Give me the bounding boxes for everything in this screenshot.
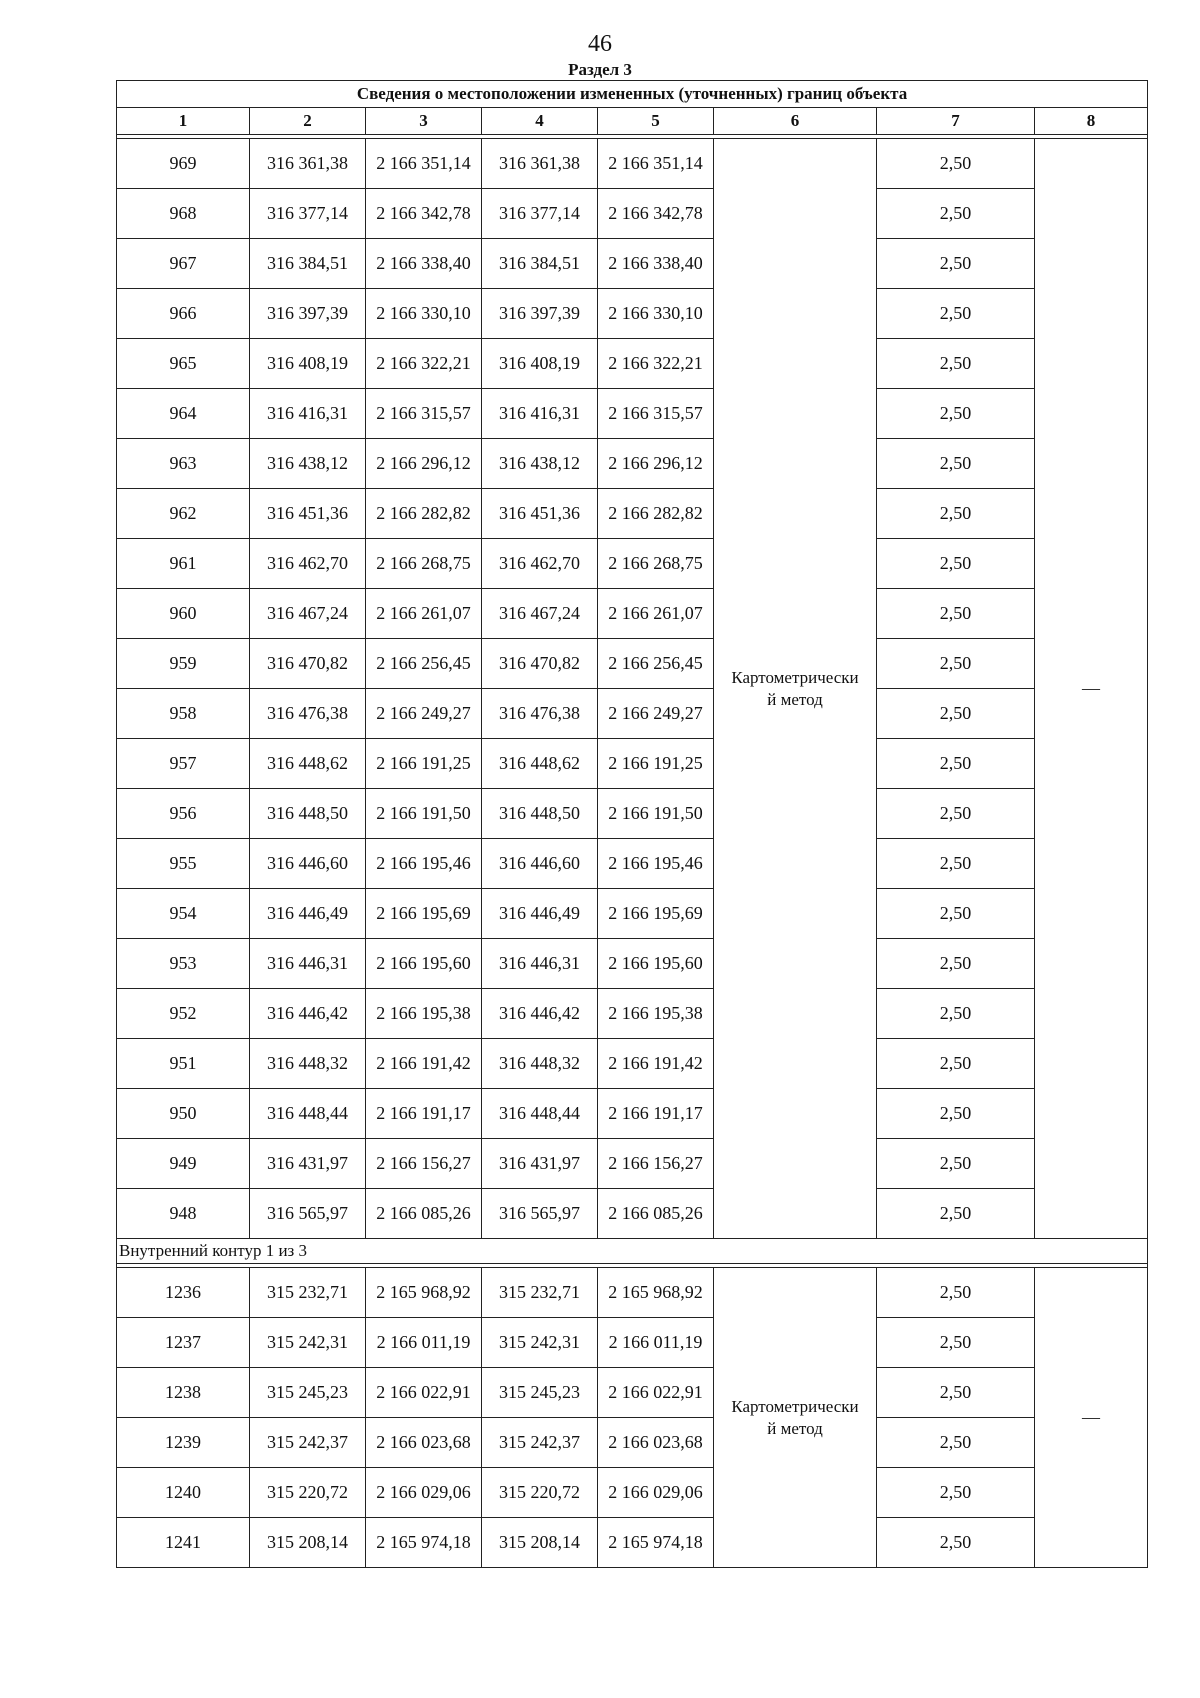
x-existing-cell: 316 448,44 (250, 1089, 366, 1139)
point-number-cell: 969 (117, 139, 250, 189)
page-number: 46 (588, 31, 612, 57)
y-existing-cell: 2 166 195,60 (366, 939, 482, 989)
method-cell (714, 1268, 877, 1568)
table-row (117, 839, 1148, 889)
x-existing-cell: 316 476,38 (250, 689, 366, 739)
x-new-cell: 316 431,97 (482, 1139, 598, 1189)
precision-cell: 2,50 (877, 889, 1035, 939)
point-number-cell: 965 (117, 339, 250, 389)
x-new-cell: 316 377,14 (482, 189, 598, 239)
x-new-cell: 316 397,39 (482, 289, 598, 339)
precision-cell: 2,50 (877, 289, 1035, 339)
x-existing-cell: 316 462,70 (250, 539, 366, 589)
table-row (117, 1318, 1148, 1368)
table-row (117, 1468, 1148, 1518)
precision-cell: 2,50 (877, 839, 1035, 889)
table-row (117, 1139, 1148, 1189)
x-new-cell: 316 446,31 (482, 939, 598, 989)
column-header: 5 (598, 108, 714, 135)
point-number-cell: 961 (117, 539, 250, 589)
y-existing-cell: 2 166 322,21 (366, 339, 482, 389)
precision-cell: 2,50 (877, 239, 1035, 289)
table-row (117, 739, 1148, 789)
point-number-cell: 964 (117, 389, 250, 439)
y-existing-cell: 2 166 282,82 (366, 489, 482, 539)
y-existing-cell: 2 166 191,50 (366, 789, 482, 839)
column-header: 1 (117, 108, 250, 135)
precision-cell: 2,50 (877, 589, 1035, 639)
y-existing-cell: 2 166 023,68 (366, 1418, 482, 1468)
point-number-cell: 951 (117, 1039, 250, 1089)
precision-cell: 2,50 (877, 1189, 1035, 1239)
precision-cell: 2,50 (877, 689, 1035, 739)
y-new-cell: 2 166 261,07 (598, 589, 714, 639)
x-existing-cell: 316 565,97 (250, 1189, 366, 1239)
x-new-cell: 316 446,42 (482, 989, 598, 1039)
point-number-cell: 956 (117, 789, 250, 839)
y-new-cell: 2 166 296,12 (598, 439, 714, 489)
y-existing-cell: 2 166 330,10 (366, 289, 482, 339)
x-existing-cell: 316 438,12 (250, 439, 366, 489)
y-existing-cell: 2 166 011,19 (366, 1318, 482, 1368)
point-number-cell: 948 (117, 1189, 250, 1239)
x-existing-cell: 316 448,32 (250, 1039, 366, 1089)
column-header: 3 (366, 108, 482, 135)
point-number-cell: 1238 (117, 1368, 250, 1418)
table-row (117, 939, 1148, 989)
x-existing-cell: 316 408,19 (250, 339, 366, 389)
point-number-cell: 962 (117, 489, 250, 539)
x-existing-cell: 316 448,62 (250, 739, 366, 789)
table-row (117, 639, 1148, 689)
precision-cell: 2,50 (877, 1268, 1035, 1318)
y-existing-cell: 2 166 191,25 (366, 739, 482, 789)
y-existing-cell: 2 166 296,12 (366, 439, 482, 489)
table-row (117, 1268, 1148, 1318)
y-new-cell: 2 166 085,26 (598, 1189, 714, 1239)
y-existing-cell: 2 166 156,27 (366, 1139, 482, 1189)
point-number-cell: 953 (117, 939, 250, 989)
x-existing-cell: 316 470,82 (250, 639, 366, 689)
y-existing-cell: 2 166 342,78 (366, 189, 482, 239)
y-new-cell: 2 166 195,46 (598, 839, 714, 889)
precision-cell: 2,50 (877, 989, 1035, 1039)
x-new-cell: 315 208,14 (482, 1518, 598, 1568)
table-row (117, 539, 1148, 589)
x-new-cell: 316 467,24 (482, 589, 598, 639)
point-number-cell: 1237 (117, 1318, 250, 1368)
y-existing-cell: 2 166 338,40 (366, 239, 482, 289)
precision-cell: 2,50 (877, 739, 1035, 789)
y-new-cell: 2 166 268,75 (598, 539, 714, 589)
point-number-cell: 1241 (117, 1518, 250, 1568)
method-text-line1: Картометрически (731, 667, 859, 687)
precision-cell: 2,50 (877, 1368, 1035, 1418)
point-number-cell: 963 (117, 439, 250, 489)
y-existing-cell: 2 166 195,69 (366, 889, 482, 939)
y-new-cell: 2 166 338,40 (598, 239, 714, 289)
x-existing-cell: 316 446,60 (250, 839, 366, 889)
column-header-row (117, 108, 1148, 135)
y-existing-cell: 2 165 968,92 (366, 1268, 482, 1318)
point-number-cell: 957 (117, 739, 250, 789)
column-header: 2 (250, 108, 366, 135)
y-new-cell: 2 166 195,60 (598, 939, 714, 989)
precision-cell: 2,50 (877, 1518, 1035, 1568)
table-row (117, 489, 1148, 539)
x-existing-cell: 316 446,49 (250, 889, 366, 939)
point-number-cell: 966 (117, 289, 250, 339)
precision-cell: 2,50 (877, 639, 1035, 689)
point-number-cell: 960 (117, 589, 250, 639)
contour-label-row (117, 1239, 1148, 1264)
contour-label: Внутренний контур 1 из 3 (117, 1239, 1148, 1264)
x-existing-cell: 316 397,39 (250, 289, 366, 339)
x-existing-cell: 316 416,31 (250, 389, 366, 439)
x-existing-cell: 316 431,97 (250, 1139, 366, 1189)
x-new-cell: 316 408,19 (482, 339, 598, 389)
x-new-cell: 315 220,72 (482, 1468, 598, 1518)
point-number-cell: 1239 (117, 1418, 250, 1468)
precision-cell: 2,50 (877, 539, 1035, 589)
y-existing-cell: 2 166 191,42 (366, 1039, 482, 1089)
precision-cell: 2,50 (877, 1468, 1035, 1518)
x-existing-cell: 316 446,42 (250, 989, 366, 1039)
x-new-cell: 315 232,71 (482, 1268, 598, 1318)
table-row (117, 239, 1148, 289)
x-existing-cell: 315 245,23 (250, 1368, 366, 1418)
y-new-cell: 2 166 195,38 (598, 989, 714, 1039)
table-row (117, 1518, 1148, 1568)
x-new-cell: 316 470,82 (482, 639, 598, 689)
precision-cell: 2,50 (877, 1039, 1035, 1089)
table-row (117, 1039, 1148, 1089)
y-existing-cell: 2 166 315,57 (366, 389, 482, 439)
point-number-cell: 950 (117, 1089, 250, 1139)
table-row (117, 189, 1148, 239)
table-row (117, 1189, 1148, 1239)
point-number-cell: 954 (117, 889, 250, 939)
y-new-cell: 2 166 011,19 (598, 1318, 714, 1368)
table-row (117, 1368, 1148, 1418)
point-number-cell: 968 (117, 189, 250, 239)
method-cell (714, 139, 877, 1239)
y-existing-cell: 2 166 191,17 (366, 1089, 482, 1139)
precision-cell: 2,50 (877, 389, 1035, 439)
table-row (117, 1089, 1148, 1139)
point-number-cell: 952 (117, 989, 250, 1039)
column-header: 4 (482, 108, 598, 135)
x-existing-cell: 316 377,14 (250, 189, 366, 239)
y-new-cell: 2 166 156,27 (598, 1139, 714, 1189)
y-new-cell: 2 165 968,92 (598, 1268, 714, 1318)
y-new-cell: 2 166 330,10 (598, 289, 714, 339)
precision-cell: 2,50 (877, 1139, 1035, 1189)
point-number-cell: 967 (117, 239, 250, 289)
table-body (117, 135, 1148, 1568)
x-new-cell: 315 242,31 (482, 1318, 598, 1368)
y-new-cell: 2 166 249,27 (598, 689, 714, 739)
y-new-cell: 2 165 974,18 (598, 1518, 714, 1568)
column-header: 7 (877, 108, 1035, 135)
x-new-cell: 316 451,36 (482, 489, 598, 539)
x-new-cell: 316 448,44 (482, 1089, 598, 1139)
point-number-cell: 959 (117, 639, 250, 689)
table-row (117, 889, 1148, 939)
x-new-cell: 316 448,62 (482, 739, 598, 789)
section-title: Раздел 3 (568, 60, 632, 79)
y-existing-cell: 2 166 085,26 (366, 1189, 482, 1239)
precision-cell: 2,50 (877, 1089, 1035, 1139)
precision-cell: 2,50 (877, 1418, 1035, 1468)
x-new-cell: 316 565,97 (482, 1189, 598, 1239)
x-existing-cell: 316 361,38 (250, 139, 366, 189)
x-new-cell: 315 242,37 (482, 1418, 598, 1468)
table-row (117, 989, 1148, 1039)
table-row (117, 389, 1148, 439)
y-existing-cell: 2 166 351,14 (366, 139, 482, 189)
x-existing-cell: 315 242,37 (250, 1418, 366, 1468)
column8-cell: — (1035, 139, 1148, 1239)
y-new-cell: 2 166 256,45 (598, 639, 714, 689)
column-header: 8 (1035, 108, 1148, 135)
column8-cell: — (1035, 1268, 1148, 1568)
y-existing-cell: 2 166 249,27 (366, 689, 482, 739)
point-number-cell: 958 (117, 689, 250, 739)
x-new-cell: 316 361,38 (482, 139, 598, 189)
y-new-cell: 2 166 191,42 (598, 1039, 714, 1089)
precision-cell: 2,50 (877, 339, 1035, 389)
x-existing-cell: 316 467,24 (250, 589, 366, 639)
x-existing-cell: 316 384,51 (250, 239, 366, 289)
y-existing-cell: 2 166 195,38 (366, 989, 482, 1039)
y-existing-cell: 2 166 195,46 (366, 839, 482, 889)
y-new-cell: 2 166 029,06 (598, 1468, 714, 1518)
method-text-line2: й метод (767, 1418, 823, 1438)
y-new-cell: 2 166 351,14 (598, 139, 714, 189)
boundary-coordinates-table (116, 80, 1148, 1568)
x-new-cell: 316 446,49 (482, 889, 598, 939)
precision-cell: 2,50 (877, 1318, 1035, 1368)
precision-cell: 2,50 (877, 439, 1035, 489)
y-existing-cell: 2 166 022,91 (366, 1368, 482, 1418)
y-new-cell: 2 166 322,21 (598, 339, 714, 389)
y-existing-cell: 2 166 256,45 (366, 639, 482, 689)
x-new-cell: 316 462,70 (482, 539, 598, 589)
y-new-cell: 2 166 191,50 (598, 789, 714, 839)
table-row (117, 139, 1148, 189)
point-number-cell: 949 (117, 1139, 250, 1189)
y-new-cell: 2 166 282,82 (598, 489, 714, 539)
y-new-cell: 2 166 191,25 (598, 739, 714, 789)
precision-cell: 2,50 (877, 939, 1035, 989)
y-new-cell: 2 166 342,78 (598, 189, 714, 239)
x-new-cell: 316 438,12 (482, 439, 598, 489)
x-existing-cell: 315 242,31 (250, 1318, 366, 1368)
point-number-cell: 955 (117, 839, 250, 889)
y-new-cell: 2 166 023,68 (598, 1418, 714, 1468)
point-number-cell: 1240 (117, 1468, 250, 1518)
x-existing-cell: 315 220,72 (250, 1468, 366, 1518)
y-existing-cell: 2 166 029,06 (366, 1468, 482, 1518)
precision-cell: 2,50 (877, 139, 1035, 189)
column-header: 6 (714, 108, 877, 135)
point-number-cell: 1236 (117, 1268, 250, 1318)
x-new-cell: 316 448,32 (482, 1039, 598, 1089)
x-existing-cell: 316 446,31 (250, 939, 366, 989)
y-new-cell: 2 166 022,91 (598, 1368, 714, 1418)
precision-cell: 2,50 (877, 789, 1035, 839)
y-existing-cell: 2 165 974,18 (366, 1518, 482, 1568)
table-title: Сведения о местоположении измененных (уточненных) границ объекта (117, 81, 1148, 108)
x-new-cell: 316 384,51 (482, 239, 598, 289)
x-new-cell: 315 245,23 (482, 1368, 598, 1418)
table-row (117, 589, 1148, 639)
x-new-cell: 316 476,38 (482, 689, 598, 739)
table-row (117, 1418, 1148, 1468)
method-text-line2: й метод (767, 689, 823, 709)
x-existing-cell: 315 232,71 (250, 1268, 366, 1318)
y-new-cell: 2 166 315,57 (598, 389, 714, 439)
method-text-line1: Картометрически (731, 1396, 859, 1416)
x-existing-cell: 316 451,36 (250, 489, 366, 539)
table-row (117, 339, 1148, 389)
y-new-cell: 2 166 195,69 (598, 889, 714, 939)
x-new-cell: 316 446,60 (482, 839, 598, 889)
precision-cell: 2,50 (877, 489, 1035, 539)
y-new-cell: 2 166 191,17 (598, 1089, 714, 1139)
table-row (117, 289, 1148, 339)
precision-cell: 2,50 (877, 189, 1035, 239)
table-row (117, 689, 1148, 739)
table-row (117, 789, 1148, 839)
x-new-cell: 316 416,31 (482, 389, 598, 439)
x-existing-cell: 316 448,50 (250, 789, 366, 839)
x-existing-cell: 315 208,14 (250, 1518, 366, 1568)
x-new-cell: 316 448,50 (482, 789, 598, 839)
y-existing-cell: 2 166 261,07 (366, 589, 482, 639)
table-row (117, 439, 1148, 489)
y-existing-cell: 2 166 268,75 (366, 539, 482, 589)
